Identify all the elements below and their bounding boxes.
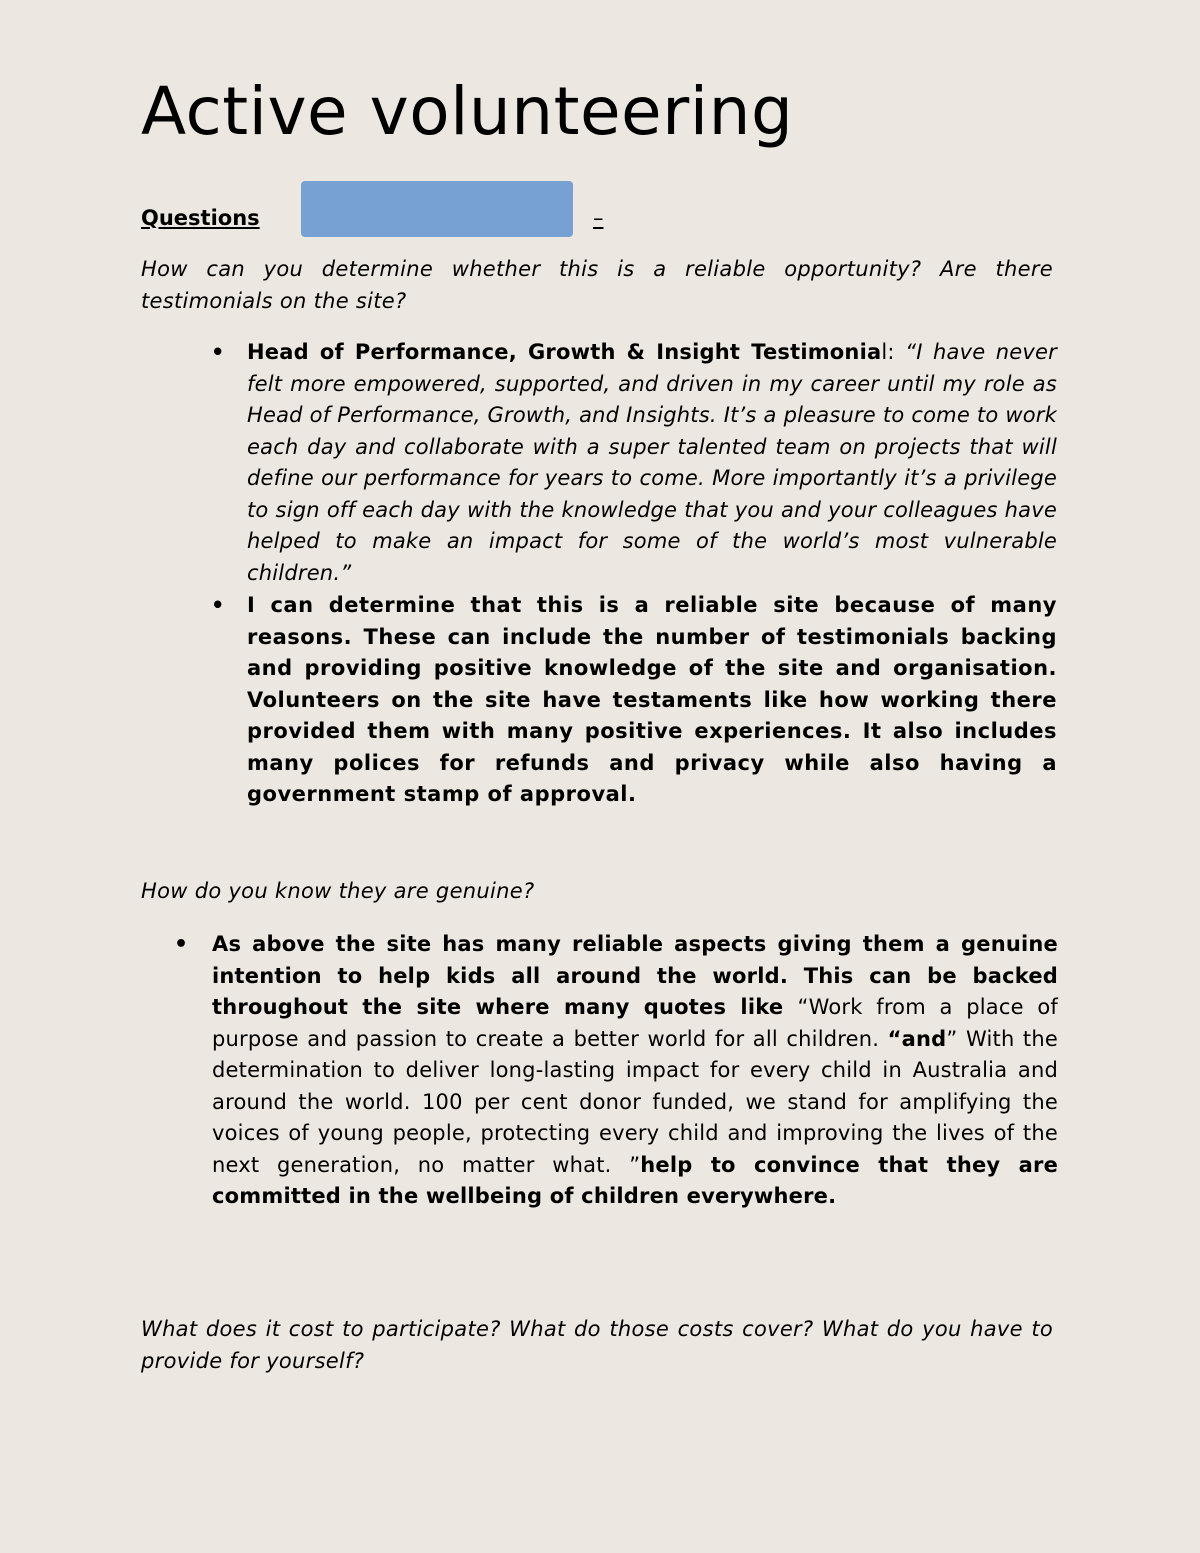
genuine-quote-2: ” With the determination to deliver long-lasting impact for every child in Australia and around the world. 100 per cent donor funded, we stand for amplifying the voices of young people, protecting every child and improving the lives of the next generation, no matter what. ” [212, 1026, 1058, 1177]
testimonial-heading: Head of Performance, Growth & Insight Testimonia [247, 340, 882, 364]
redacted-name-box [301, 181, 573, 237]
genuine-quote-1: “Work from a place of purpose and passion to create a better world for all children. [212, 995, 1058, 1051]
questions-header-row [141, 180, 1059, 238]
testimonial-heading-tail: l [881, 340, 888, 364]
list-item-testimonial [211, 337, 1058, 589]
genuine-text-bold-3: help to convince that they are committed in the wellbeing of children everywhere. [212, 1152, 1059, 1208]
bullet-icon: • [211, 340, 225, 364]
list-item-reliability-reasons [211, 590, 1057, 811]
genuine-text-bold-1: As above the site has many reliable aspects giving them a genuine intention to help kids all around the world. This can be backed throughout the site where many quotes like [212, 932, 1058, 1019]
list-item-genuine [174, 929, 1059, 1213]
question-genuine: How do you know they are genuine? [141, 879, 535, 903]
testimonial-colon: : [887, 340, 906, 364]
page-title: Active volunteering [141, 73, 794, 150]
question-reliability: How can you determine whether this is a reliable opportunity? Are there testimonials on the site? [141, 257, 1053, 313]
reliability-reasons-text: I can determine that this is a reliable site because of many reasons. These can include the number of testimonials backing and providing positive knowledge of the site and organisation. Volunteers on the site have testaments like how working there provided them with many positive experiences. It also includes many polices for refunds and privacy while also having a government stamp of approval. [247, 593, 1057, 806]
bullet-icon: • [211, 593, 225, 617]
question-cost: What does it cost to participate? What do those costs cover? What do you have to provide for yourself? [141, 1317, 1053, 1373]
questions-label: Questions [141, 206, 260, 230]
testimonial-quote: “I have never felt more empowered, supported, and driven in my career until my role as Head of Performance, Growth, and Insights. It’s a pleasure to come to work each day and collaborate with a super talented team on projects that will define our performance for years to come. More importantly it’s a privilege to sign off each day with the knowledge that you and your colleagues have helped to make an impact for some of the world’s most vulnerable children.” [247, 340, 1058, 585]
questions-dash: – [593, 206, 604, 230]
genuine-text-bold-2: “and [887, 1026, 947, 1051]
bullet-icon: • [174, 932, 189, 957]
reliability-answer-list [211, 337, 1058, 811]
genuine-answer-list [174, 929, 1059, 1213]
